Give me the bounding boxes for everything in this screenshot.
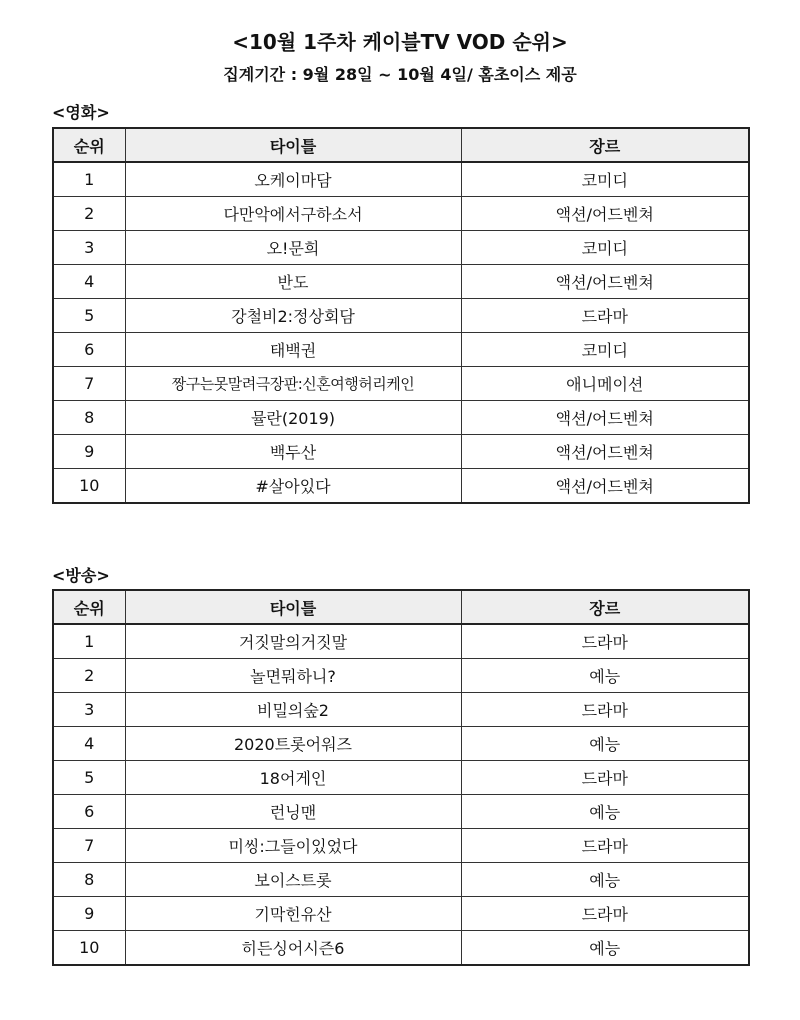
rank-cell: 3 — [53, 231, 125, 265]
genre-cell: 드라마 — [461, 897, 749, 931]
genre-cell: 애니메이션 — [461, 367, 749, 401]
column-header-title: 타이틀 — [125, 590, 461, 624]
broadcast-table-body — [53, 624, 749, 965]
genre-cell: 예능 — [461, 863, 749, 897]
genre-cell: 액션/어드벤쳐 — [461, 469, 749, 504]
table-row — [53, 863, 749, 897]
table-row — [53, 624, 749, 659]
title-cell: 뮬란(2019) — [125, 401, 461, 435]
rank-cell: 1 — [53, 624, 125, 659]
movies-table-body — [53, 162, 749, 503]
title-cell: 다만악에서구하소서 — [125, 197, 461, 231]
rank-cell: 5 — [53, 761, 125, 795]
genre-cell: 드라마 — [461, 624, 749, 659]
title-cell: 런닝맨 — [125, 795, 461, 829]
movies-section-label: <영화> — [52, 103, 110, 122]
page-subtitle: 집계기간 : 9월 28일 ~ 10월 4일/ 홈초이스 제공 — [223, 65, 577, 84]
rank-cell: 4 — [53, 727, 125, 761]
table-row — [53, 197, 749, 231]
table-row — [53, 897, 749, 931]
genre-cell: 코미디 — [461, 333, 749, 367]
table-row — [53, 367, 749, 401]
rank-cell: 7 — [53, 367, 125, 401]
table-row — [53, 795, 749, 829]
genre-cell: 액션/어드벤쳐 — [461, 197, 749, 231]
rank-cell: 7 — [53, 829, 125, 863]
table-row — [53, 265, 749, 299]
genre-cell: 액션/어드벤쳐 — [461, 265, 749, 299]
rank-cell: 9 — [53, 435, 125, 469]
table-row — [53, 761, 749, 795]
genre-cell: 코미디 — [461, 231, 749, 265]
table-row — [53, 659, 749, 693]
table-row — [53, 469, 749, 504]
genre-cell: 드라마 — [461, 299, 749, 333]
rank-cell: 3 — [53, 693, 125, 727]
title-cell: 오케이마담 — [125, 162, 461, 197]
genre-cell: 예능 — [461, 795, 749, 829]
rank-cell: 10 — [53, 469, 125, 504]
table-header-row — [53, 590, 749, 624]
rank-cell: 4 — [53, 265, 125, 299]
genre-cell: 액션/어드벤쳐 — [461, 435, 749, 469]
genre-cell: 액션/어드벤쳐 — [461, 401, 749, 435]
table-row — [53, 162, 749, 197]
genre-cell: 드라마 — [461, 829, 749, 863]
table-row — [53, 435, 749, 469]
rank-cell: 9 — [53, 897, 125, 931]
title-cell: 2020트롯어워즈 — [125, 727, 461, 761]
rank-cell: 8 — [53, 863, 125, 897]
title-cell: 백두산 — [125, 435, 461, 469]
title-cell: 반도 — [125, 265, 461, 299]
rank-cell: 2 — [53, 659, 125, 693]
title-cell: 히든싱어시즌6 — [125, 931, 461, 966]
table-row — [53, 693, 749, 727]
rank-cell: 10 — [53, 931, 125, 966]
genre-cell: 예능 — [461, 931, 749, 966]
table-row — [53, 333, 749, 367]
column-header-rank: 순위 — [53, 128, 125, 162]
rank-cell: 6 — [53, 333, 125, 367]
table-header-row — [53, 128, 749, 162]
column-header-genre: 장르 — [461, 590, 749, 624]
genre-cell: 예능 — [461, 659, 749, 693]
table-row — [53, 299, 749, 333]
table-row — [53, 401, 749, 435]
title-cell: 강철비2:정상회담 — [125, 299, 461, 333]
rank-cell: 1 — [53, 162, 125, 197]
rank-cell: 8 — [53, 401, 125, 435]
table-row — [53, 727, 749, 761]
title-cell: #살아있다 — [125, 469, 461, 504]
rank-cell: 6 — [53, 795, 125, 829]
table-row — [53, 931, 749, 966]
column-header-genre: 장르 — [461, 128, 749, 162]
title-cell: 기막힌유산 — [125, 897, 461, 931]
title-cell: 보이스트롯 — [125, 863, 461, 897]
title-cell: 놀면뭐하니? — [125, 659, 461, 693]
title-cell: 태백권 — [125, 333, 461, 367]
rank-cell: 2 — [53, 197, 125, 231]
column-header-title: 타이틀 — [125, 128, 461, 162]
column-header-rank: 순위 — [53, 590, 125, 624]
title-cell: 오!문희 — [125, 231, 461, 265]
genre-cell: 예능 — [461, 727, 749, 761]
title-cell: 18어게인 — [125, 761, 461, 795]
table-row — [53, 231, 749, 265]
genre-cell: 드라마 — [461, 693, 749, 727]
title-cell: 미씽:그들이있었다 — [125, 829, 461, 863]
table-row — [53, 829, 749, 863]
title-cell: 비밀의숲2 — [125, 693, 461, 727]
movies-table — [52, 127, 750, 504]
page-title: <10월 1주차 케이블TV VOD 순위> — [232, 30, 568, 54]
title-cell: 거짓말의거짓말 — [125, 624, 461, 659]
broadcast-table — [52, 589, 750, 966]
genre-cell: 코미디 — [461, 162, 749, 197]
genre-cell: 드라마 — [461, 761, 749, 795]
rank-cell: 5 — [53, 299, 125, 333]
title-cell: 짱구는못말려극장판:신혼여행허리케인 — [125, 367, 461, 401]
broadcast-section-label: <방송> — [52, 566, 110, 585]
